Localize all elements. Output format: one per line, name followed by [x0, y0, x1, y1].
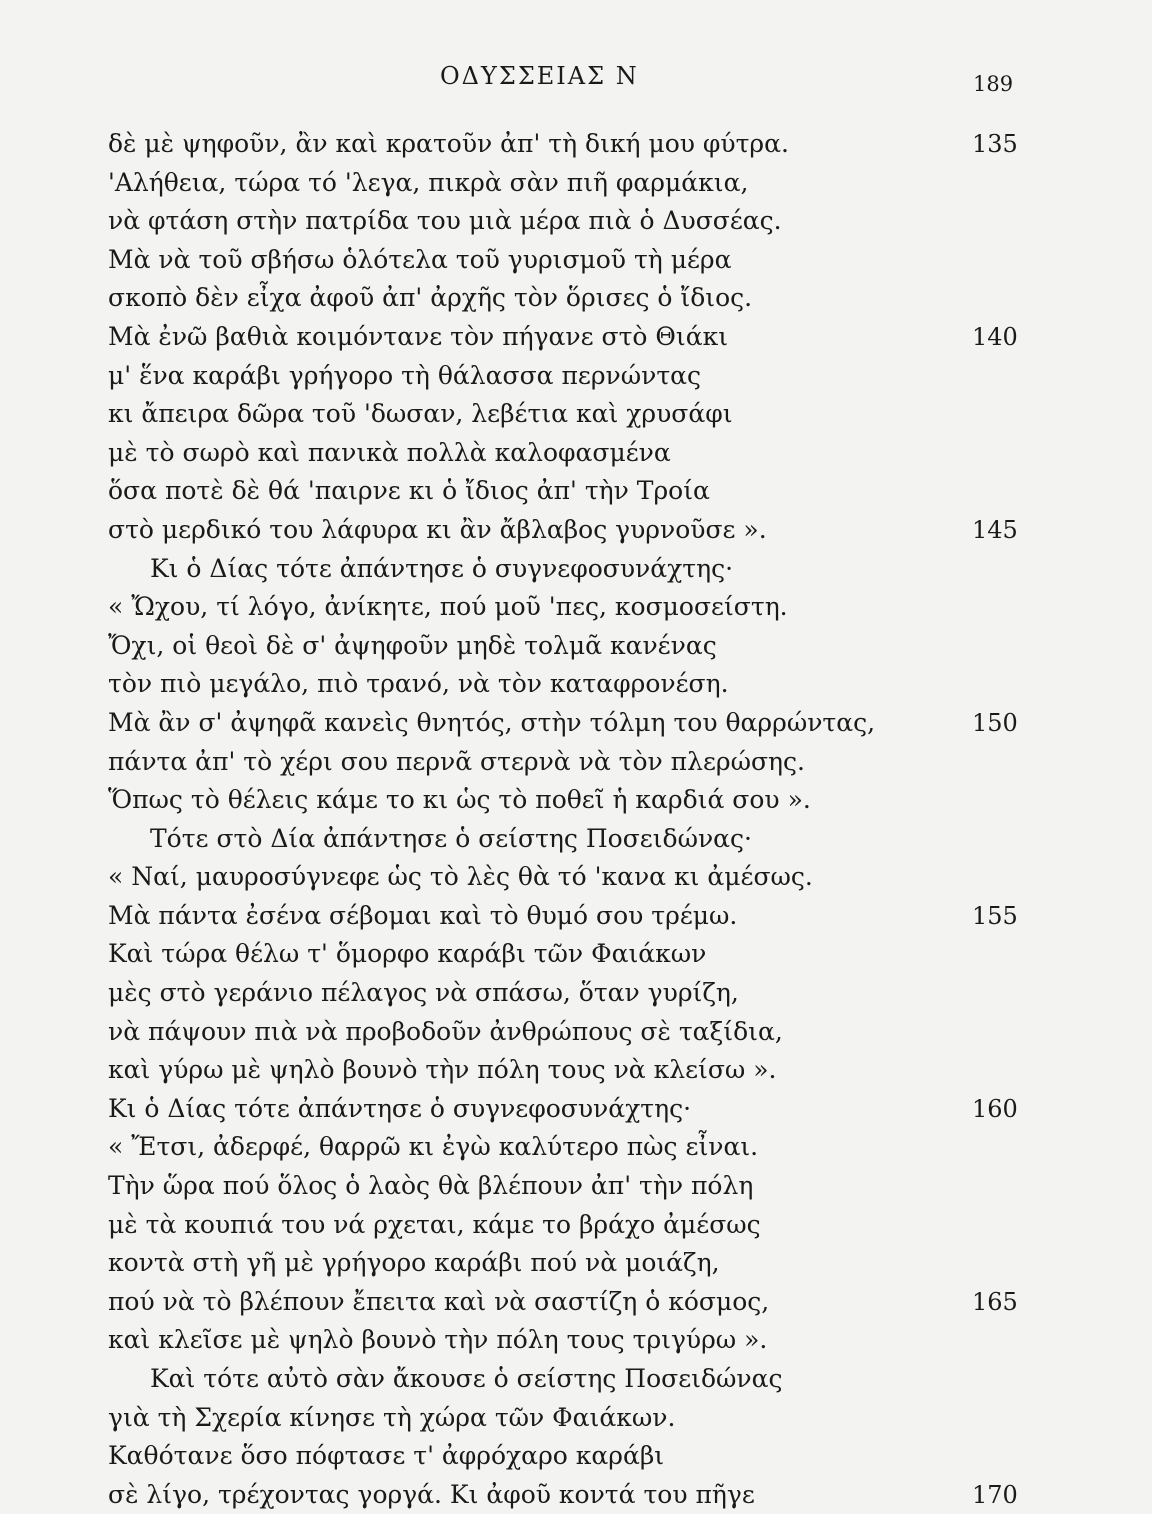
verse-line	[0, 511, 1152, 550]
verse-text: μὲ τὸ σωρὸ καὶ πανικὰ πολλὰ καλοφασμένα	[108, 437, 671, 467]
verse-line	[0, 665, 1152, 704]
verse-text: νὰ φτάση στὴν πατρίδα του μιὰ μέρα πιὰ ὁ Δυσσέας.	[108, 206, 782, 236]
verse-text: κι ἄπειρα δῶρα τοῦ 'δωσαν, λεβέτια καὶ χρυσάφι	[108, 399, 733, 429]
verse-text: Μὰ ἂν σ' ἀψηφᾶ κανεὶς θνητός, στὴν τόλμη του θαρρώντας,	[108, 707, 876, 737]
verse-text: μ' ἕνα καράβι γρήγορο τὴ θάλασσα περνώντας	[108, 360, 702, 390]
verse-line	[0, 164, 1152, 203]
verse-text: Μὰ νὰ τοῦ σβήσω ὁλότελα τοῦ γυρισμοῦ τὴ μέρα	[108, 244, 732, 274]
verse-text: Ὄχι, οἱ θεοὶ δὲ σ' ἀψηφοῦν μηδὲ τολμᾶ κανένας	[108, 630, 717, 660]
verse-text: ὅσα ποτὲ δὲ θά 'παιρνε κι ὁ ἴδιος ἀπ' τὴν Τροία	[108, 476, 710, 506]
verse-line	[0, 1360, 1152, 1399]
verse-text: « Ναί, μαυροσύγνεφε ὡς τὸ λὲς θὰ τό 'κανα κι ἀμέσως.	[108, 862, 813, 892]
running-header: ΟΔΥΣΣΕΙΑΣ Ν	[440, 62, 639, 90]
verse-line	[0, 1206, 1152, 1245]
verse-line	[0, 202, 1152, 241]
line-number: 155	[972, 901, 1018, 930]
verse-text: Τότε στὸ Δία ἀπάντησε ὁ σείστης Ποσειδώνας·	[150, 823, 752, 853]
verse-text: σκοπὸ δὲν εἶχα ἀφοῦ ἀπ' ἀρχῆς τὸν ὅρισες ὁ ἴδιος.	[108, 283, 753, 313]
verse-line	[0, 858, 1152, 897]
verse-line	[0, 588, 1152, 627]
verse-line	[0, 318, 1152, 357]
verse-text: τὸν πιὸ μεγάλο, πιὸ τρανό, νὰ τὸν καταφρονέση.	[108, 669, 729, 699]
line-number: 135	[972, 130, 1018, 158]
verse-line	[0, 1244, 1152, 1283]
line-number: 170	[972, 1480, 1018, 1509]
verse-line	[0, 1321, 1152, 1360]
verse-line	[0, 935, 1152, 974]
verse-text: Μὰ πάντα ἐσένα σέβομαι καὶ τὸ θυμό σου τρέμω.	[108, 900, 738, 930]
verse-line	[0, 1283, 1152, 1322]
verse-line	[0, 1167, 1152, 1206]
verse-text: καὶ κλεῖσε μὲ ψηλὸ βουνὸ τὴν πόλη τους τριγύρω ».	[108, 1325, 768, 1355]
verse-text: Μὰ ἐνῶ βαθιὰ κοιμόντανε τὸν πήγανε στὸ Θιάκι	[108, 321, 729, 351]
verse-block	[0, 125, 1152, 1514]
verse-text: καὶ γύρω μὲ ψηλὸ βουνὸ τὴν πόλη τους νὰ κλείσω ».	[108, 1055, 777, 1085]
line-number: 145	[972, 515, 1018, 544]
verse-line	[0, 1013, 1152, 1052]
verse-line	[0, 627, 1152, 666]
verse-line	[0, 1399, 1152, 1438]
page-number: 189	[973, 72, 1014, 96]
line-number: 165	[972, 1287, 1018, 1316]
verse-text: σὲ λίγο, τρέχοντας γοργά. Κι ἀφοῦ κοντά του πῆγε	[108, 1479, 755, 1509]
verse-text: Ὅπως τὸ θέλεις κάμε το κι ὡς τὸ ποθεῖ ἡ καρδιά σου ».	[108, 785, 811, 815]
verse-line	[0, 550, 1152, 589]
verse-text: Καὶ τώρα θέλω τ' ὅμορφο καράβι τῶν Φαιάκων	[108, 939, 707, 969]
verse-line	[0, 781, 1152, 820]
verse-line	[0, 357, 1152, 396]
verse-text: Κι ὁ Δίας τότε ἀπάντησε ὁ συγνεφοσυνάχτης·	[108, 1093, 692, 1123]
line-number: 150	[972, 708, 1018, 737]
verse-text: 'Αλήθεια, τώρα τό 'λεγα, πικρὰ σὰν πιῆ φαρμάκια,	[108, 167, 749, 197]
verse-text: μὲς στὸ γεράνιο πέλαγος νὰ σπάσω, ὅταν γυρίζη,	[108, 978, 739, 1008]
verse-text: « Ἔτσι, ἀδερφέ, θαρρῶ κι ἐγὼ καλύτερο πὼς εἶναι.	[108, 1132, 759, 1162]
verse-line	[0, 974, 1152, 1013]
verse-text: μὲ τὰ κουπιά του νά ρχεται, κάμε το βράχο ἀμέσως	[108, 1209, 761, 1239]
verse-line	[0, 1090, 1152, 1129]
verse-text: « Ὤχου, τί λόγο, ἀνίκητε, πού μοῦ 'πες, κοσμοσείστη.	[108, 592, 788, 622]
verse-line	[0, 241, 1152, 280]
verse-line	[0, 434, 1152, 473]
verse-text: Τὴν ὥρα πού ὅλος ὁ λαὸς θὰ βλέπουν ἀπ' τὴν πόλη	[108, 1171, 754, 1201]
verse-line	[0, 125, 1152, 164]
verse-line	[0, 743, 1152, 782]
verse-line	[0, 820, 1152, 859]
verse-line	[0, 897, 1152, 936]
verse-text: Καθότανε ὅσο πόφτασε τ' ἀφρόχαρο καράβι	[108, 1441, 665, 1471]
verse-text: στὸ μερδικό του λάφυρα κι ἂν ἄβλαβος γυρνοῦσε ».	[108, 514, 767, 544]
verse-line	[0, 1476, 1152, 1514]
line-number: 140	[972, 322, 1018, 351]
verse-line	[0, 1051, 1152, 1090]
verse-text: πάντα ἀπ' τὸ χέρι σου περνᾶ στερνὰ νὰ τὸν πλερώσης.	[108, 746, 805, 776]
verse-text: κοντὰ στὴ γῆ μὲ γρήγορο καράβι πού νὰ μοιάζη,	[108, 1248, 720, 1278]
verse-text: Καὶ τότε αὐτὸ σὰν ἄκουσε ὁ σείστης Ποσειδώνας	[150, 1364, 783, 1393]
verse-text: Κι ὁ Δίας τότε ἀπάντησε ὁ συγνεφοσυνάχτης·	[150, 553, 734, 583]
verse-text: γιὰ τὴ Σχερία κίνησε τὴ χώρα τῶν Φαιάκων.	[108, 1402, 676, 1432]
verse-line	[0, 1437, 1152, 1476]
verse-line	[0, 395, 1152, 434]
verse-line	[0, 279, 1152, 318]
verse-line	[0, 1128, 1152, 1167]
verse-text: νὰ πάψουν πιὰ νὰ προβοδοῦν ἀνθρώπους σὲ ταξίδια,	[108, 1016, 783, 1046]
verse-text: δὲ μὲ ψηφοῦν, ἂν καὶ κρατοῦν ἀπ' τὴ δική μου φύτρα.	[108, 129, 789, 158]
line-number: 160	[972, 1094, 1018, 1123]
verse-line	[0, 704, 1152, 743]
verse-line	[0, 472, 1152, 511]
verse-text: πού νὰ τὸ βλέπουν ἔπειτα καὶ νὰ σαστίζη ὁ κόσμος,	[108, 1286, 770, 1316]
